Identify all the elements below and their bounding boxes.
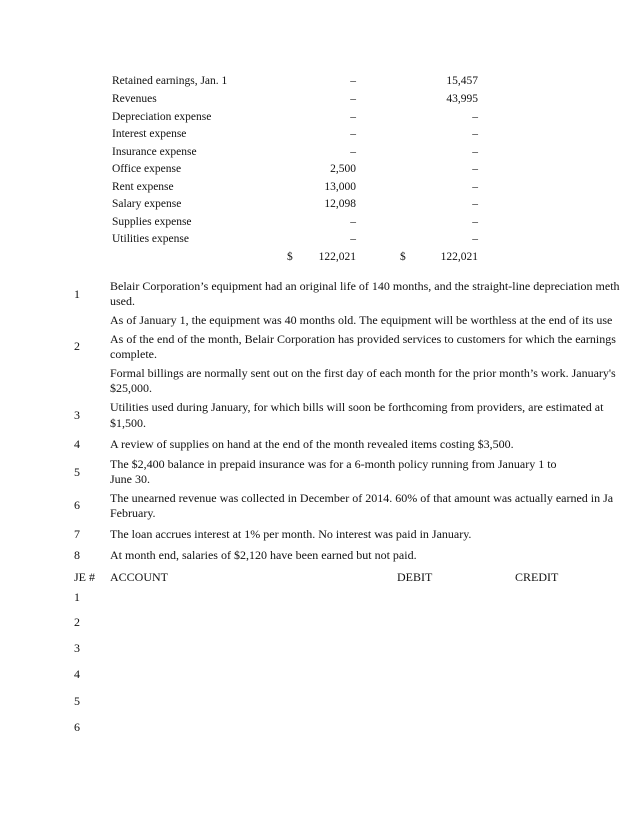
adjustment-text: $25,000. [110,381,152,395]
tb-credit: – [472,233,478,245]
adjustment-number: 6 [74,498,80,512]
journal-row-number: 1 [74,590,80,604]
tb-credit: – [472,163,478,175]
tb-credit: 43,995 [446,93,478,105]
tb-debit: 2,500 [330,163,356,175]
tb-debit: – [350,233,356,245]
adjustment-number: 2 [74,339,80,353]
adjustment-number: 4 [74,437,80,451]
total-credit: 122,021 [440,251,478,263]
debit-header: DEBIT [397,570,433,584]
adjustment-text: Formal billings are normally sent out on the first day of each month for the prior month’s work. January's [110,366,616,380]
tb-debit: – [350,146,356,158]
adjustment-number: 3 [74,408,80,422]
je-number-header: JE # [74,570,95,584]
adjustment-text: At month end, salaries of $2,120 have been earned but not paid. [110,548,417,562]
tb-account: Salary expense [112,198,182,210]
tb-debit: – [350,75,356,87]
journal-row-number: 4 [74,667,80,681]
adjustment-number: 1 [74,287,80,301]
tb-debit: 12,098 [324,198,356,210]
adjustment-text: The $2,400 balance in prepaid insurance was for a 6-month policy running from January 1 to [110,457,557,471]
tb-credit: – [472,216,478,228]
tb-credit: 15,457 [446,75,478,87]
tb-account: Retained earnings, Jan. 1 [112,75,228,87]
tb-credit: – [472,111,478,123]
tb-credit: – [472,128,478,140]
adjustment-text: As of the end of the month, Belair Corporation has provided services to customers for which the earnings [110,332,616,346]
tb-account: Insurance expense [112,146,197,158]
adjustment-text: complete. [110,347,157,361]
journal-row-number: 2 [74,615,80,629]
tb-account: Revenues [112,93,157,105]
total-credit-dollar: $ [400,251,406,263]
journal-row-number: 3 [74,641,80,655]
tb-account: Supplies expense [112,216,192,228]
tb-debit: – [350,111,356,123]
tb-account: Interest expense [112,128,187,140]
adjustment-text: used. [110,294,135,308]
adjustment-number: 7 [74,527,80,541]
tb-credit: – [472,181,478,193]
tb-debit: – [350,128,356,140]
tb-debit: – [350,93,356,105]
total-debit-dollar: $ [287,251,293,263]
tb-account: Utilities expense [112,233,189,245]
adjustment-text: As of January 1, the equipment was 40 months old. The equipment will be worthless at the end of its use [110,313,613,327]
account-header: ACCOUNT [110,570,169,584]
adjustment-text: Utilities used during January, for which bills will soon be forthcoming from providers, are estimated at [110,400,604,414]
tb-account: Rent expense [112,181,174,193]
adjustment-text: $1,500. [110,416,146,430]
adjustment-text: The unearned revenue was collected in December of 2014. 60% of that amount was actually earned in Ja [110,491,614,505]
tb-account: Office expense [112,163,182,175]
tb-account: Depreciation expense [112,111,212,123]
total-debit: 122,021 [318,251,356,263]
tb-credit: – [472,198,478,210]
tb-debit: – [350,216,356,228]
journal-row-number: 5 [74,694,80,708]
adjustment-number: 5 [74,465,80,479]
adjustment-text: The loan accrues interest at 1% per month. No interest was paid in January. [110,527,472,541]
tb-debit: 13,000 [324,181,356,193]
adjustment-text: June 30. [110,472,150,486]
credit-header: CREDIT [515,570,559,584]
adjustment-text: A review of supplies on hand at the end of the month revealed items costing $3,500. [110,437,514,451]
adjustment-text: Belair Corporation’s equipment had an original life of 140 months, and the straight-line depreciation meth [110,279,620,293]
tb-credit: – [472,146,478,158]
journal-row-number: 6 [74,720,80,734]
adjustment-number: 8 [74,548,80,562]
adjustment-text: February. [110,506,156,520]
